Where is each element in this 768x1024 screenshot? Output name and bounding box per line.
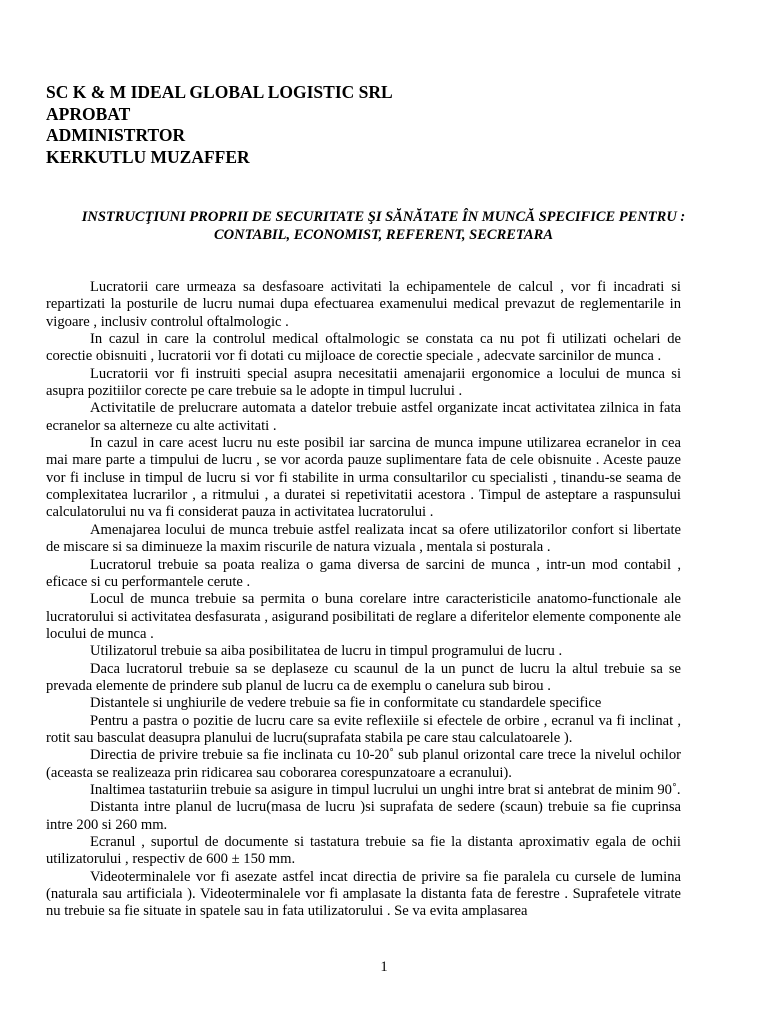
- paragraph: Ecranul , suportul de documente si tastatura trebuie sa fie la distanta aproximativ egala de ochii utilizatorului , respectiv de 600 ± 150 mm.: [46, 834, 681, 868]
- administrator-name: KERKUTLU MUZAFFER: [46, 146, 250, 167]
- title-line-1: INSTRUCŢIUNI PROPRII DE SECURITATE ŞI SĂNĂTATE ÎN MUNCĂ SPECIFICE PENTRU :: [81, 209, 686, 225]
- paragraph: Lucratorii vor fi instruiti special asupra necesitatii amenajarii ergonomice a locului de munca si asupra pozitiilor corecte pe care trebuie sa le adopte in timpul lucrului .: [46, 365, 681, 400]
- paragraph: Lucratorul trebuie sa poata realiza o gama diversa de sarcini de munca , intr-un mod contabil , eficace si cu performantele cerute .: [46, 556, 681, 590]
- paragraph: Inaltimea tastaturiin trebuie sa asigure in timpul lucrului un unghi intre brat si antebrat de minim 90˚.: [90, 781, 681, 798]
- paragraph: Utilizatorul trebuie sa aiba posibilitatea de lucru in timpul programului de lucru .: [90, 643, 563, 660]
- company-name: SC K & M IDEAL GLOBAL LOGISTIC SRL: [46, 82, 393, 102]
- paragraph: Distanta intre planul de lucru(masa de lucru )si suprafata de sedere (scaun) trebuie sa fie cuprinsa intre 200 si 260 mm.: [46, 799, 681, 833]
- document-header: [46, 82, 393, 168]
- paragraph: In cazul in care acest lucru nu este posibil iar sarcina de munca impune utilizarea ecranelor in cea mai mare parte a timpului de lucru , se vor acorda pauze suplimentare fata de cele obisnuite . Aceste pauze vor fi incluse in timpul de lucru si vor fi stabilite in urma consultarilor cu specialisti , tinandu-se seama de complexitatea lucrarilor , a ritmului , a duratei si repetivitatii acestora . Timpul de asteptare a raspunsului calculatorului nu va fi considerat pauza in activitatea lucratorului .: [46, 435, 681, 521]
- document-title: [46, 208, 721, 244]
- document-body: [46, 279, 681, 920]
- title-line-2: CONTABIL, ECONOMIST, REFERENT, SECRETARA: [214, 227, 553, 243]
- administrator-label: ADMINISTRTOR: [46, 125, 186, 145]
- paragraph: Videoterminalele vor fi asezate astfel incat directia de privire sa fie paralela cu cursele de lumina (naturala sau artificiala ). Videoterminalele vor fi amplasate la distanta fata de ferestre . Suprafetele vitrate nu trebuie sa fie situate in spatele sau in fata utilizatorului . Se va evita amplasarea: [46, 868, 681, 920]
- page-number: 1: [380, 959, 388, 975]
- paragraph: Directia de privire trebuie sa fie inclinata cu 10-20˚ sub planul orizontal care trece la nivelul ochilor (aceasta se realizeaza prin ridicarea sau coborarea corespunzatoare a ecranului).: [46, 747, 681, 781]
- paragraph: Pentru a pastra o pozitie de lucru care sa evite reflexiile si efectele de orbire , ecranul va fi inclinat , rotit sau basculat deasupra planului de lucru(suprafata stabila pe care stau calculatoarele ).: [46, 712, 681, 746]
- paragraph: Locul de munca trebuie sa permita o buna corelare intre caracteristicile anatomo-functionale ale lucratorului si activitatea desfasurata , asigurand posibilitati de reglare a diferitelor elemente componente ale locului de munca .: [46, 591, 681, 642]
- paragraph: Lucratorii care urmeaza sa desfasoare activitati la echipamentele de calcul , vor fi incadrati si repartizati la posturile de lucru numai dupa efectuarea examenului medical prevazut de reglementarile in vigoare , inclusiv controlul oftalmologic .: [46, 279, 681, 330]
- paragraph: Distantele si unghiurile de vedere trebuie sa fie in conformitate cu standardele specifice: [90, 695, 602, 712]
- paragraph: In cazul in care la controlul medical oftalmologic se constata ca nu pot fi utilizati ochelari de corectie obisnuiti , lucratorii vor fi dotati cu mijloace de corectie speciale , adecvate sarcinilor de munca .: [46, 331, 681, 365]
- paragraph: Amenajarea locului de munca trebuie astfel realizata incat sa ofere utilizatorilor confort si libertate de miscare si sa diminueze la maxim riscurile de natura vizuala , mentala si posturala .: [46, 521, 681, 556]
- paragraph: Daca lucratorul trebuie sa se deplaseze cu scaunul de la un punct de lucru la altul trebuie sa se prevada elemente de prindere sub planul de lucru ca de exemplu o canelura sub birou .: [46, 660, 681, 694]
- paragraph: Activitatile de prelucrare automata a datelor trebuie astfel organizate incat activitatea zilnica in fata ecranelor sa alterneze cu alte activitati .: [46, 400, 681, 434]
- approval-label: APROBAT: [46, 103, 131, 124]
